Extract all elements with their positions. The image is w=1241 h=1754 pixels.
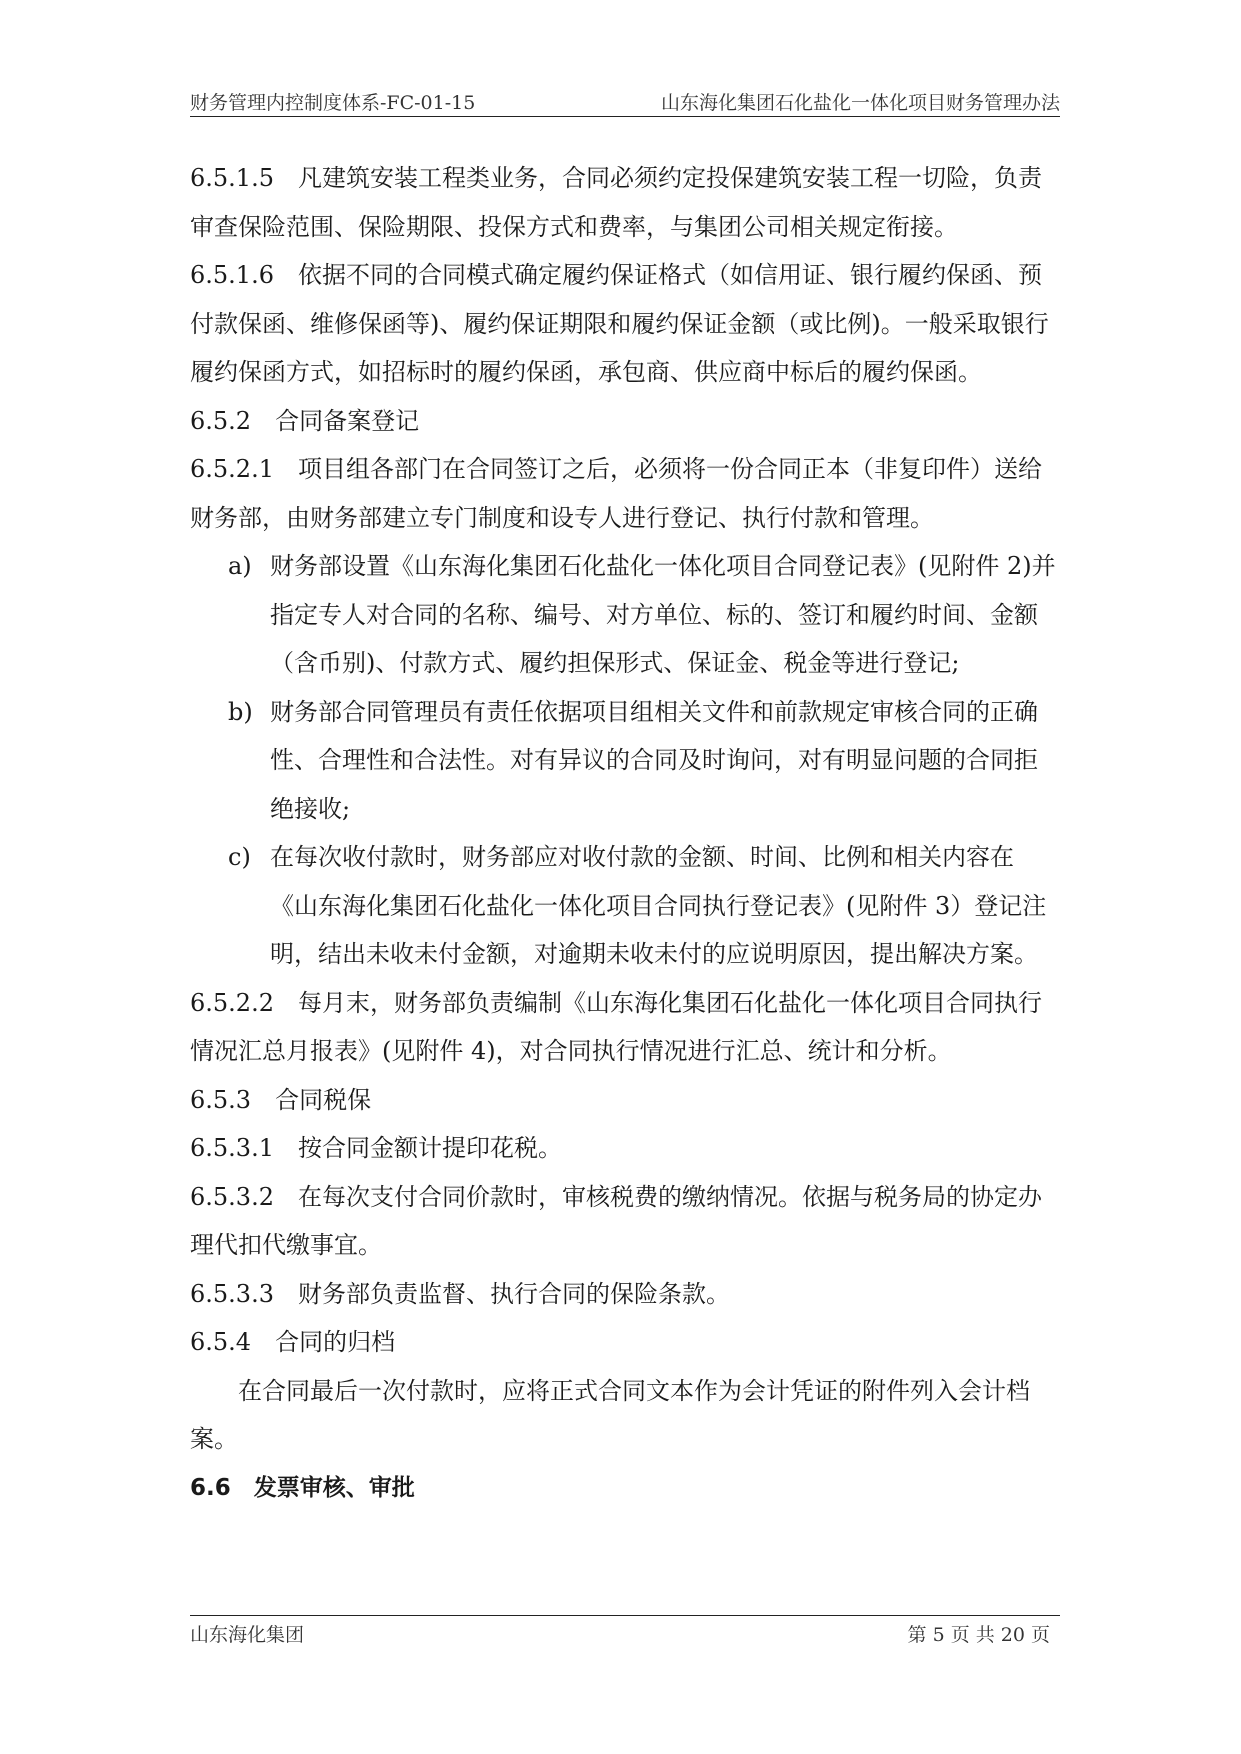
- footer-page-number: 第 5 页 共 20 页: [907, 1624, 1050, 1646]
- section-heading-6-6: 6.6 发票审核、审批: [190, 1474, 415, 1501]
- list-item-c: [190, 833, 1060, 979]
- list-item-text: 在每次收付款时，财务部应对收付款的金额、时间、比例和相关内容在《山东海化集团石化盐化一体化项目合同执行登记表》(见附件 3）登记注明，结出未收未付金额，对逾期未收未付的应说明原因，提出解决方案。: [270, 843, 1047, 968]
- clause-6-5-1-5: 6.5.1.5 凡建筑安装工程类业务，合同必须约定投保建筑安装工程一切险，负责审查保险范围、保险期限、投保方式和费率，与集团公司相关规定衔接。: [190, 164, 1042, 241]
- list-marker: a): [228, 552, 252, 580]
- page-header: [190, 88, 1060, 116]
- list-marker: c): [228, 843, 251, 871]
- clause-6-5-3-3: 6.5.3.3 财务部负责监督、执行合同的保险条款。: [190, 1279, 730, 1308]
- list-item-b: [190, 688, 1060, 834]
- section-heading-6-5-4: 6.5.4 合同的归档: [190, 1328, 396, 1356]
- clause-6-5-3-1: 6.5.3.1 按合同金额计提印花税。: [190, 1134, 562, 1162]
- footer-divider: [190, 1615, 1060, 1616]
- header-doc-code: 财务管理内控制度体系-FC-01-15: [190, 92, 476, 114]
- section-heading-6-5-3: 6.5.3 合同税保: [190, 1085, 372, 1114]
- footer-company: 山东海化集团: [190, 1624, 305, 1646]
- document-body: [190, 154, 1060, 1512]
- clause-6-5-1-6: 6.5.1.6 依据不同的合同模式确定履约保证格式（如信用证、银行履约保函、预付款保函、维修保函等)、履约保证期限和履约保证金额（或比例)。一般采取银行履约保函方式，如招标时的履约保函，承包商、供应商中标后的履约保函。: [190, 261, 1049, 386]
- header-doc-title: 山东海化集团石化盐化一体化项目财务管理办法: [660, 92, 1060, 114]
- archive-paragraph: 在合同最后一次付款时，应将正式合同文本作为会计凭证的附件列入会计档案。: [190, 1376, 1030, 1453]
- clause-6-5-2-1: 6.5.2.1 项目组各部门在合同签订之后，必须将一份合同正本（非复印件）送给财务部，由财务部建立专门制度和设专人进行登记、执行付款和管理。: [190, 455, 1042, 532]
- clause-6-5-3-2: 6.5.3.2 在每次支付合同价款时，审核税费的缴纳情况。依据与税务局的协定办理代扣代缴事宜。: [190, 1182, 1042, 1259]
- header-divider: [190, 116, 1060, 117]
- list-item-text: 财务部设置《山东海化集团石化盐化一体化项目合同登记表》(见附件 2)并指定专人对合同的名称、编号、对方单位、标的、签订和履约时间、金额（含币别)、付款方式、履约担保形式、保证金、税金等进行登记;: [270, 552, 1056, 677]
- section-heading-6-5-2: 6.5.2 合同备案登记: [190, 406, 420, 435]
- clause-6-5-2-2: 6.5.2.2 每月末，财务部负责编制《山东海化集团石化盐化一体化项目合同执行情况汇总月报表》(见附件 4)，对合同执行情况进行汇总、统计和分析。: [190, 988, 1042, 1065]
- page-footer: [190, 1620, 1050, 1648]
- list-item-text: 财务部合同管理员有责任依据项目组相关文件和前款规定审核合同的正确性、合理性和合法性。对有异议的合同及时询问，对有明显问题的合同拒绝接收;: [270, 697, 1038, 823]
- list-item-a: [190, 542, 1060, 688]
- list-marker: b): [228, 697, 253, 726]
